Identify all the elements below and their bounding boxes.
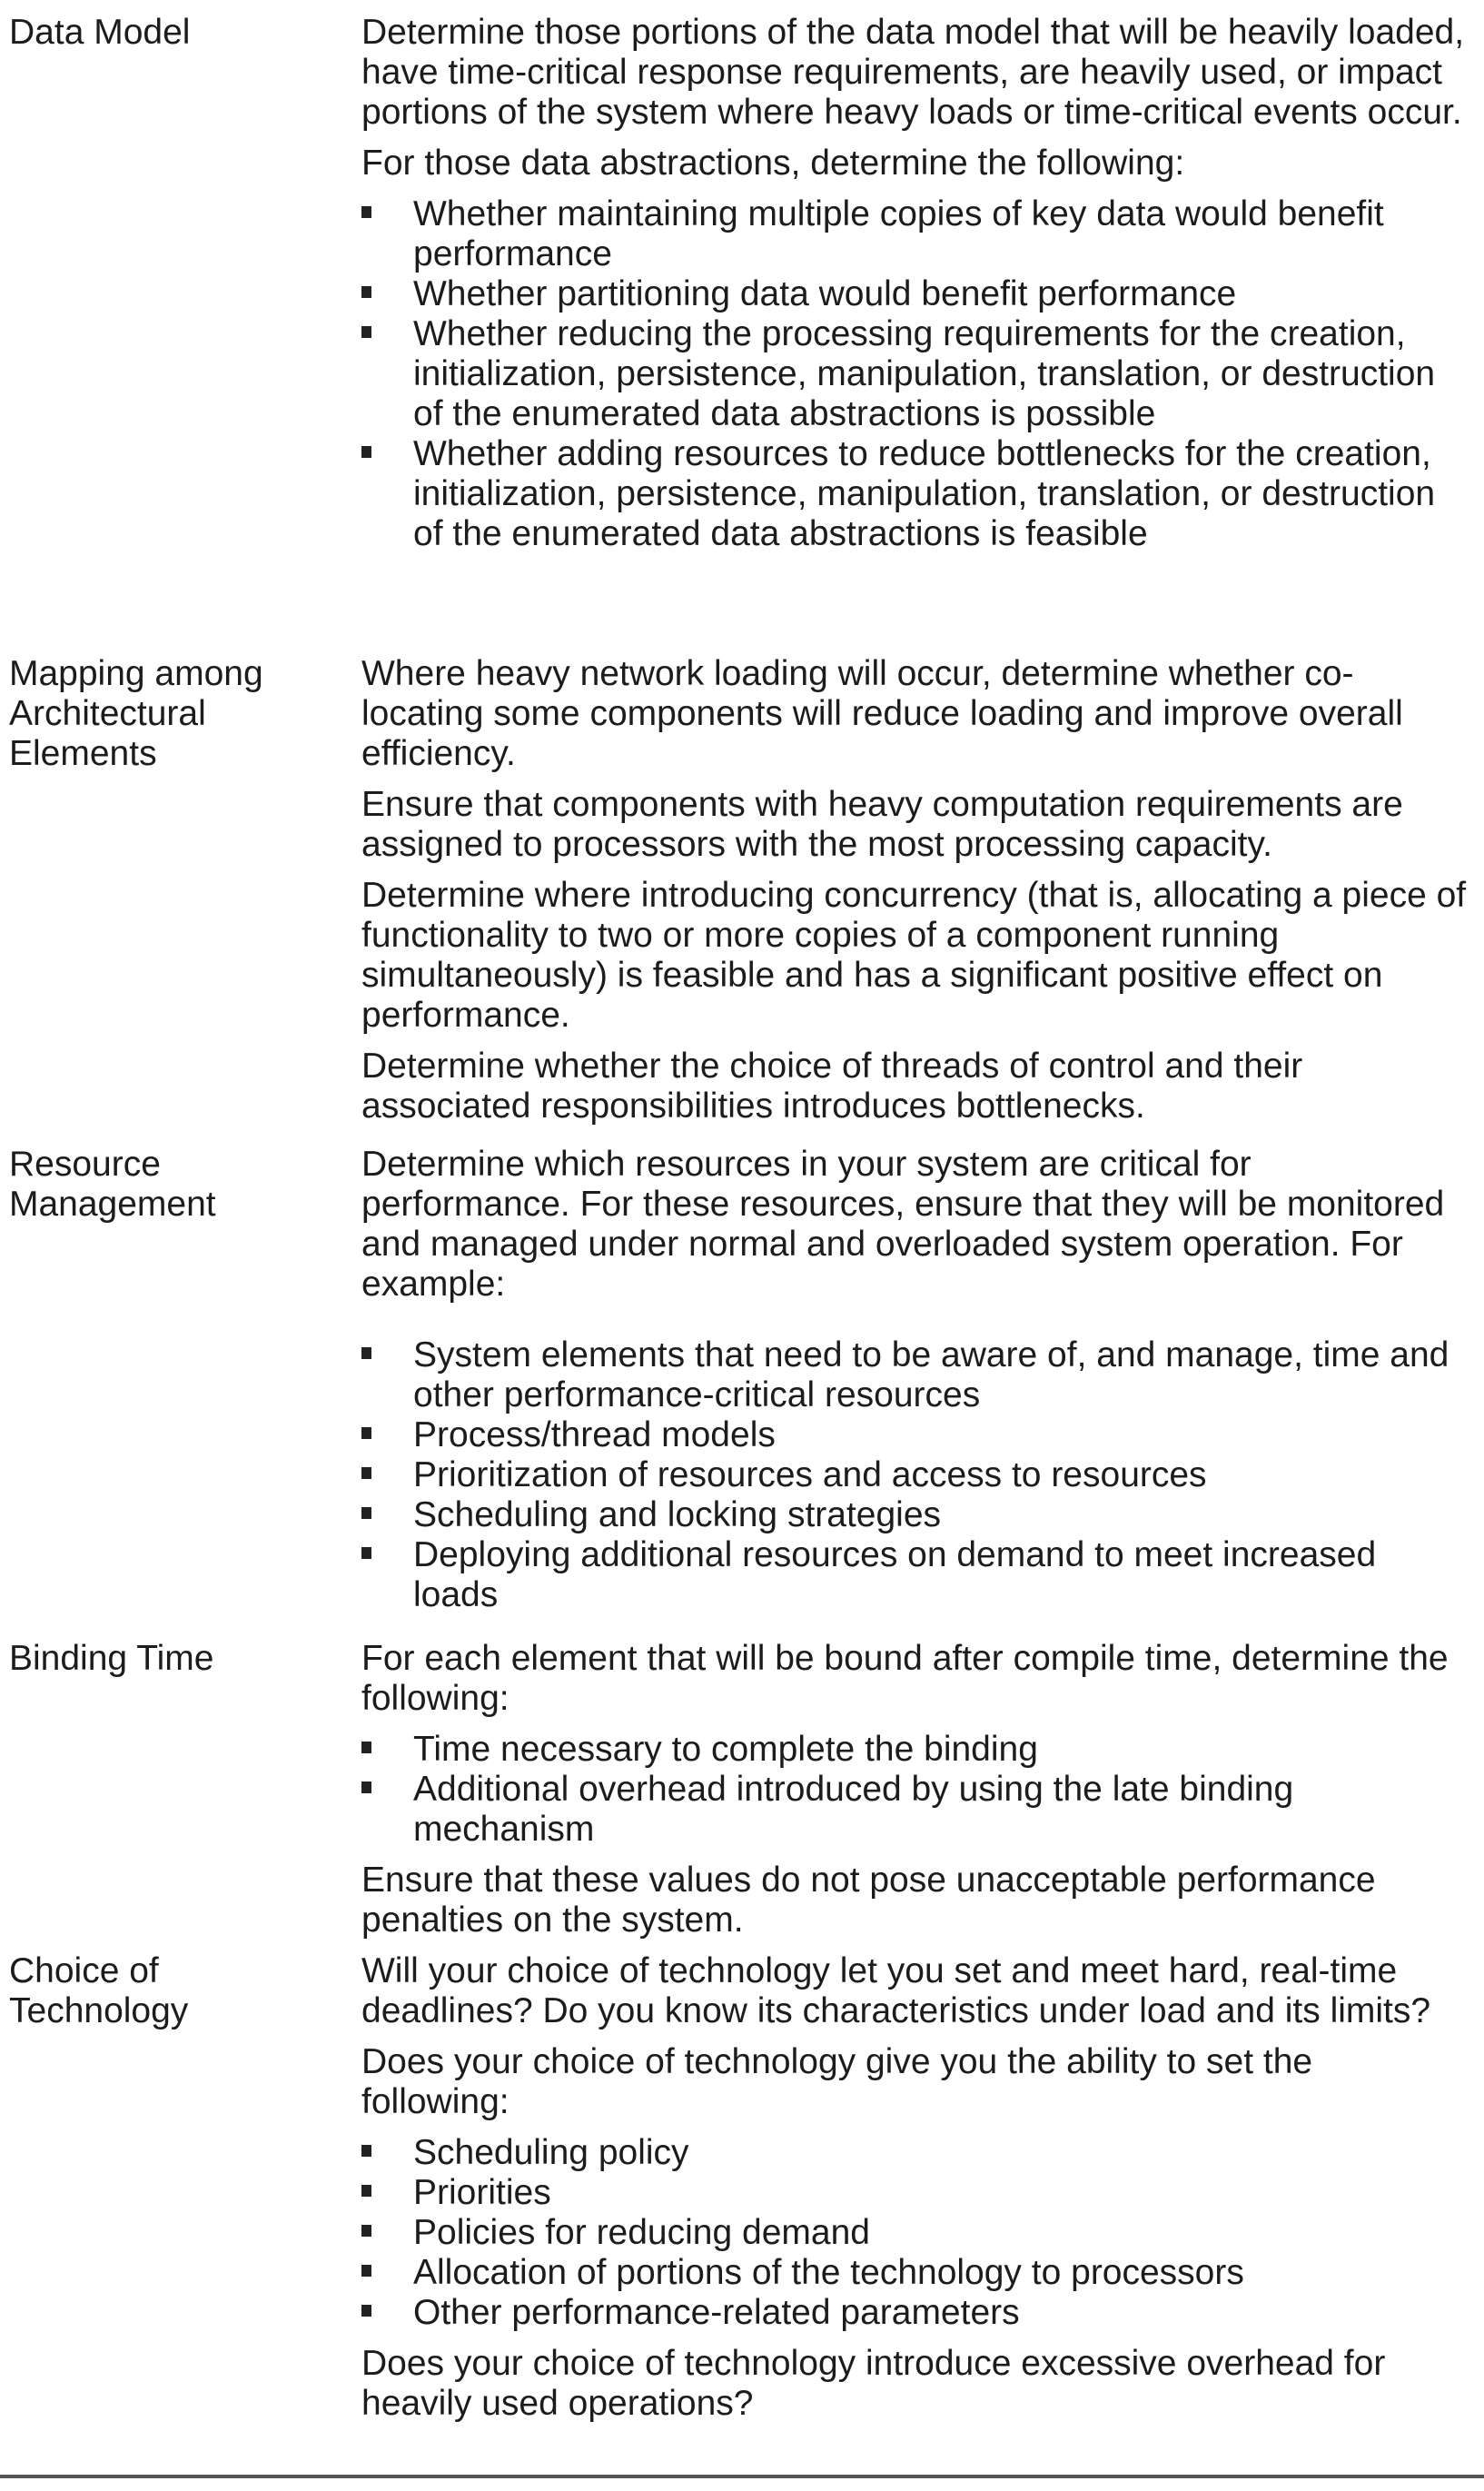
bullet-icon [361, 2305, 371, 2317]
bullet-text: Whether reducing the processing requirements for the creation, initialization, persistence, manipulation, translation, or destruction of the enumerated data abstractions is possible [413, 314, 1436, 433]
bullet-icon [361, 326, 371, 338]
bullet-text: Scheduling policy [413, 2133, 689, 2172]
row-label: Choice of Technology [9, 1951, 189, 2030]
bullet-text: Whether partitioning data would benefit performance [413, 274, 1237, 313]
row-label: Mapping among Architectural Elements [9, 654, 263, 773]
bullet-text: Prioritization of resources and access to resources [413, 1455, 1207, 1494]
bullet-icon [361, 1781, 371, 1793]
paragraph: Ensure that these values do not pose unacceptable performance penalties on the system. [361, 1861, 1376, 1940]
bullet-text: Policies for reducing demand [413, 2213, 870, 2252]
bullet-list [361, 2133, 1469, 2333]
table-bottom-rule [0, 2475, 1484, 2478]
bullet-item [361, 1495, 1469, 1535]
row-content [361, 1639, 1469, 1951]
paragraph: Determine where introducing concurrency (that is, allocating a piece of functionality to two or more copies of a component running simultaneously) is feasible and has a significant positive effect on performance. [361, 876, 1467, 1035]
paragraph: Ensure that components with heavy computation requirements are assigned to processors with the most processing capacity. [361, 785, 1403, 864]
bullet-icon [361, 1427, 371, 1439]
bullet-icon [361, 286, 371, 298]
bullet-item [361, 434, 1469, 554]
bullet-item [361, 2133, 1469, 2173]
row-content [361, 1951, 1469, 2435]
bullet-icon [361, 2225, 371, 2237]
paragraph: For those data abstractions, determine the following: [361, 144, 1185, 183]
bullet-item [361, 314, 1469, 434]
bullet-item [361, 194, 1469, 274]
bullet-icon [361, 1467, 371, 1479]
paragraph: Determine whether the choice of threads of control and their associated responsibilities introduces bottlenecks. [361, 1047, 1303, 1126]
row-label: Data Model [9, 13, 191, 52]
bullet-item [361, 1415, 1469, 1455]
paragraph: For each element that will be bound after compile time, determine the following: [361, 1639, 1449, 1718]
bullet-item [361, 1730, 1469, 1770]
bullet-item [361, 2173, 1469, 2213]
bullet-text: Time necessary to complete the binding [413, 1730, 1038, 1769]
paragraph: Does your choice of technology give you the ability to set the following: [361, 2042, 1313, 2121]
bullet-item [361, 274, 1469, 314]
bullet-icon [361, 2185, 371, 2197]
paragraph: Will your choice of technology let you set and meet hard, real-time deadlines? Do you know its characteristics under load and its limits? [361, 1951, 1431, 2030]
bullet-item [361, 1770, 1469, 1850]
row-label: Binding Time [9, 1639, 214, 1678]
bullet-text: Whether adding resources to reduce bottlenecks for the creation, initialization, persistence, manipulation, translation, or destruction of the enumerated data abstractions is feasible [413, 434, 1436, 553]
bullet-text: Whether maintaining multiple copies of key data would benefit performance [413, 194, 1384, 273]
bullet-item [361, 1455, 1469, 1495]
bullet-icon [361, 206, 371, 218]
bullet-text: System elements that need to be aware of, and manage, time and other performance-critical resources [413, 1335, 1449, 1414]
bullet-text: Additional overhead introduced by using the late binding mechanism [413, 1770, 1294, 1849]
bullet-text: Scheduling and locking strategies [413, 1495, 942, 1534]
bullet-icon [361, 1547, 371, 1559]
row-label: Resource Management [9, 1145, 216, 1224]
bullet-icon [361, 2265, 371, 2277]
bullet-text: Priorities [413, 2173, 551, 2212]
paragraph: Determine which resources in your system are critical for performance. For these resources, ensure that they will be monitored and managed under normal and overloaded system operation. For example: [361, 1145, 1445, 1304]
row-content [361, 654, 1469, 1137]
bullet-item [361, 1535, 1469, 1615]
bullet-icon [361, 1507, 371, 1519]
bullet-text: Process/thread models [413, 1415, 776, 1454]
bullet-text: Other performance-related parameters [413, 2293, 1020, 2332]
bullet-list [361, 1335, 1469, 1615]
bullet-list [361, 194, 1469, 554]
row-content [361, 1145, 1469, 1626]
bullet-item [361, 1335, 1469, 1415]
bullet-icon [361, 2145, 371, 2157]
bullet-icon [361, 1347, 371, 1359]
bullet-item [361, 2293, 1469, 2333]
bullet-text: Allocation of portions of the technology to processors [413, 2253, 1244, 2292]
bullet-text: Deploying additional resources on demand to meet increased loads [413, 1535, 1377, 1614]
bullet-item [361, 2253, 1469, 2293]
bullet-icon [361, 1742, 371, 1753]
paragraph: Where heavy network loading will occur, determine whether co-locating some components will reduce loading and improve overall efficiency. [361, 654, 1403, 773]
bullet-item [361, 2213, 1469, 2253]
paragraph: Does your choice of technology introduce excessive overhead for heavily used operations? [361, 2344, 1386, 2423]
row-content [361, 13, 1469, 565]
bullet-list [361, 1730, 1469, 1850]
paragraph: Determine those portions of the data model that will be heavily loaded, have time-critical response requirements, are heavily used, or impact portions of the system where heavy loads or time-critical events occur. [361, 13, 1465, 132]
bullet-icon [361, 446, 371, 458]
